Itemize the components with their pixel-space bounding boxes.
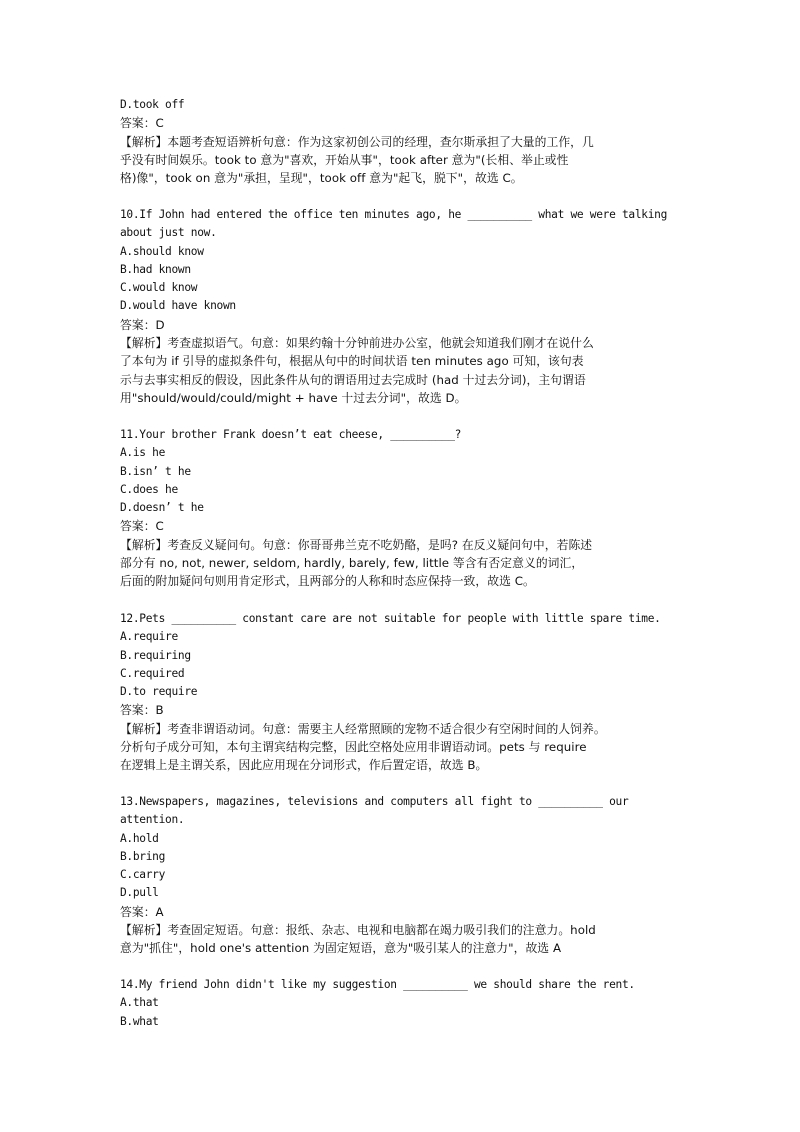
option-a: A.should know	[120, 244, 204, 258]
answer-line: 答案：D	[120, 317, 165, 332]
analysis-line: 【解析】考查虚拟语气。句意：如果约翰十分钟前进办公室，他就会知道我们刚才在说什么	[120, 336, 594, 351]
analysis-line: 【解析】考查非谓语动词。句意：需要主人经常照顾的宠物不适合很少有空闲时间的人饲养。	[120, 721, 606, 736]
option-d: D.to require	[120, 685, 198, 699]
analysis-line: 分析句子成分可知，本句主谓宾结构完整，因此空格处应用非谓语动词。pets 与 require	[120, 740, 587, 755]
analysis-line: 后面的附加疑问句则用肯定形式，且两部分的人称和时态应保持一致，故选 C。	[120, 574, 535, 589]
question-stem: 12.Pets __________ constant care are not suitable for people with little spare time.	[120, 612, 661, 625]
option-a: A.that	[120, 996, 159, 1010]
analysis-line: 【解析】本题考查短语辨析句意：作为这家初创公司的经理，查尔斯承担了大量的工作，几	[120, 134, 594, 149]
analysis-line: 了本句为 if 引导的虚拟条件句，根据从句中的时间状语 ten minutes ago 可知，该句表	[120, 354, 584, 369]
option-a: A.hold	[120, 831, 159, 845]
option-d: D.would have known	[120, 299, 236, 313]
answer-line: 答案：B	[120, 703, 164, 718]
analysis-line: 用"should/would/could/might + have 十过去分词"，故选 D。	[120, 390, 467, 405]
question-stem: 14.My friend John didn't like my suggestion __________ we should share the rent.	[120, 978, 635, 991]
option-c: C.required	[120, 666, 185, 680]
option-b: B.requiring	[120, 648, 191, 662]
question-11	[120, 426, 680, 591]
option-d: D.doesn’ t he	[120, 501, 204, 515]
option-a: A.require	[120, 630, 178, 644]
option-d: D.took off	[120, 98, 185, 111]
option-c: C.does he	[120, 482, 178, 496]
previous-question-tail	[120, 96, 680, 187]
question-14	[120, 976, 680, 1031]
option-b: B.bring	[120, 849, 166, 863]
analysis-line: 【解析】考查反义疑问句。句意：你哥哥弗兰克不吃奶酪，是吗? 在反义疑问句中，若陈述	[120, 537, 593, 552]
question-stem: 13.Newspapers, magazines, televisions and computers all fight to __________ our	[120, 795, 629, 808]
option-c: C.would know	[120, 281, 198, 295]
answer-line: 答案：C	[120, 116, 164, 131]
question-stem: about just now.	[120, 226, 217, 240]
analysis-line: 在逻辑上是主谓关系，因此应用现在分词形式，作后置定语，故选 B。	[120, 758, 488, 773]
option-b: B.had known	[120, 262, 191, 276]
question-stem: 10.If John had entered the office ten minutes ago, he __________ what we were talking	[120, 208, 668, 221]
option-b: B.isn’ t he	[120, 464, 191, 478]
analysis-line: 部分有 no, not, newer, seldom, hardly, barely, few, little 等含有否定意义的词汇，	[120, 556, 584, 571]
question-stem: attention.	[120, 813, 185, 827]
question-13	[120, 793, 680, 958]
answer-line: 答案：A	[120, 904, 164, 919]
question-10	[120, 206, 680, 407]
analysis-line: 示与去事实相反的假设，因此条件从句的谓语用过去完成时 (had 十过去分词)，主句谓语	[120, 372, 586, 387]
analysis-line: 乎没有时间娱乐。took to 意为"喜欢，开始从事"，took after 意为"(长相、举止或性	[120, 152, 569, 167]
option-b: B.what	[120, 1014, 159, 1028]
question-12	[120, 610, 680, 775]
analysis-line: 【解析】考查固定短语。句意：报纸、杂志、电视和电脑都在竭力吸引我们的注意力。hold	[120, 923, 596, 938]
option-c: C.carry	[120, 868, 166, 882]
analysis-line: 意为"抓住"，hold one's attention 为固定短语，意为"吸引某人的注意力"，故选 A	[120, 941, 562, 956]
analysis-line: 格)像"，took on 意为"承担，呈现"，took off 意为"起飞，脱下"，故选 C。	[120, 171, 523, 186]
answer-line: 答案：C	[120, 519, 164, 534]
option-d: D.pull	[120, 886, 159, 900]
option-a: A.is he	[120, 446, 166, 460]
question-stem: 11.Your brother Frank doesn’t eat cheese, __________?	[120, 428, 462, 441]
